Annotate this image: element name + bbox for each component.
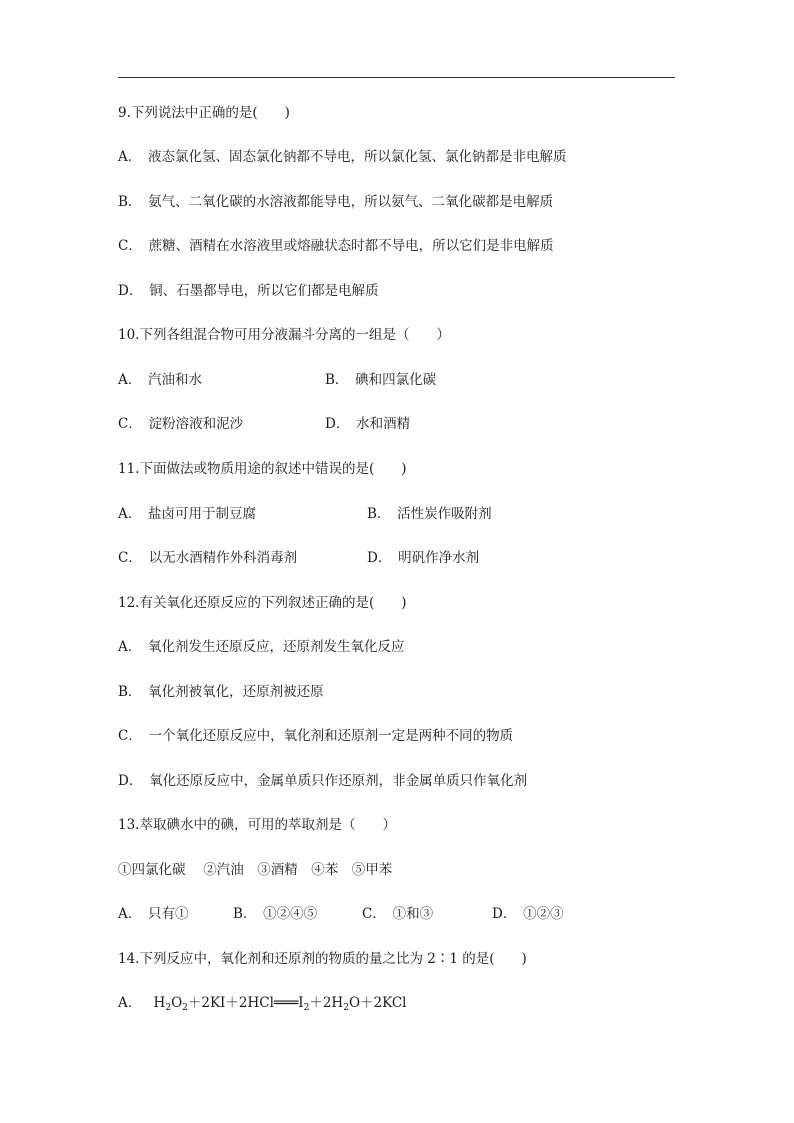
- eq-tail: O＋2KCl: [348, 995, 407, 1011]
- question-9-option-d[interactable]: D． 铜、石墨都导电，所以它们都是电解质: [118, 283, 379, 299]
- eq-sub-4: 2: [343, 1003, 349, 1013]
- equation: [154, 995, 407, 1011]
- eq-sub-3: 2: [303, 1003, 310, 1013]
- question-12-option-b[interactable]: B． 氧化剂被氧化，还原剂被还原: [118, 684, 324, 700]
- question-10-stem: 10.下列各组混合物可用分液漏斗分离的一组是（ ）: [118, 327, 450, 343]
- question-12-option-c[interactable]: C． 一个氧化还原反应中，氧化剂和还原剂一定是两种不同的物质: [118, 728, 514, 744]
- eq-plus: ＋2H: [309, 995, 344, 1011]
- question-12-option-d[interactable]: D． 氧化还原反应中，金属单质只作还原剂，非金属单质只作氧化剂: [118, 773, 528, 789]
- question-10-option-c[interactable]: C． 淀粉溶液和泥沙: [118, 416, 244, 432]
- eq-sub-1: 2: [165, 1003, 172, 1013]
- question-13-option-c[interactable]: C． ①和③: [362, 906, 434, 922]
- question-11-option-d[interactable]: D． 明矾作净水剂: [367, 550, 480, 566]
- question-14-option-a[interactable]: [118, 994, 406, 1017]
- question-11-option-a[interactable]: A． 盐卤可用于制豆腐: [118, 506, 256, 522]
- question-12-stem: 12.有关氧化还原反应的下列叙述正确的是( ): [118, 595, 407, 611]
- question-11-option-c[interactable]: C． 以无水酒精作外科消毒剂: [118, 550, 298, 566]
- option-a-label: A．: [118, 995, 142, 1011]
- question-10-option-a[interactable]: A． 汽油和水: [118, 372, 202, 388]
- question-14-stem: 14.下列反应中，氧化剂和还原剂的物质的量之比为 2∶1 的是( ): [118, 951, 527, 967]
- question-13-option-a[interactable]: A． 只有①: [118, 906, 189, 922]
- question-12-option-a[interactable]: A． 氧化剂发生还原反应，还原剂发生氧化反应: [118, 639, 405, 655]
- eq-sub-2: 2: [182, 1003, 188, 1013]
- question-11-stem: 11.下面做法或物质用途的叙述中错误的是( ): [118, 461, 407, 477]
- question-13-option-b[interactable]: B． ①②④⑤: [233, 906, 318, 922]
- eq-middle: ＋2KI＋2HCl═══I: [187, 995, 304, 1011]
- question-9-option-b[interactable]: B． 氨气、二氧化碳的水溶液都能导电，所以氨气、二氧化碳都是电解质: [118, 194, 554, 210]
- question-10-option-b[interactable]: B． 碘和四氯化碳: [325, 372, 437, 388]
- question-9-stem: 9.下列说法中正确的是( ): [118, 105, 290, 121]
- question-13-option-d[interactable]: D． ①②③: [492, 906, 564, 922]
- question-10-option-d[interactable]: D． 水和酒精: [325, 416, 411, 432]
- question-13-item-list: ①四氯化碳 ②汽油 ③酒精 ④苯 ⑤甲苯: [118, 862, 393, 878]
- question-9-option-a[interactable]: A． 液态氯化氢、固态氯化钠都不导电，所以氯化氢、氯化钠都是非电解质: [118, 149, 567, 165]
- question-13-stem: 13.萃取碘水中的碘，可用的萃取剂是（ ）: [118, 817, 396, 833]
- header-rule: [118, 77, 675, 78]
- question-9-option-c[interactable]: C． 蔗糖、酒精在水溶液里或熔融状态时都不导电，所以它们是非电解质: [118, 238, 554, 254]
- question-11-option-b[interactable]: B． 活性炭作吸附剂: [367, 506, 492, 522]
- eq-o: O: [171, 995, 183, 1011]
- eq-h: H: [153, 995, 166, 1011]
